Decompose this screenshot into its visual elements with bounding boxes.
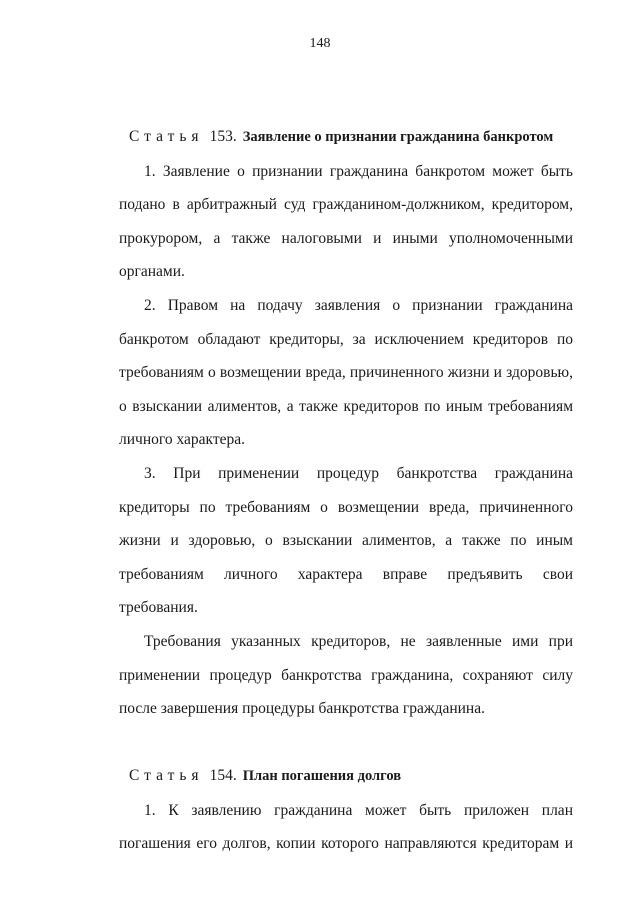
article-word: Статья (129, 767, 204, 785)
article-number: 153. (209, 128, 237, 145)
article-153-paragraph-3: 3. При применении процедур банкротства гражданина кредиторы по требованиям о возмещении вреда, причиненного жизни и здоровью, о взыскании алиментов, а также по иным требованиям личного характера вправе предъявить свои требования. (119, 464, 573, 617)
article-number: 154. (209, 767, 237, 785)
article-title: План погашения долгов (242, 768, 402, 785)
page-number: 148 (309, 36, 331, 51)
article-154-heading (119, 759, 573, 794)
article-153-paragraph-1: 1. Заявление о признании гражданина банкротом может быть подано в арбитражный суд гражданином-должником, кредитором, прокурором, а также налоговыми и иными уполномоченными органами. (119, 162, 573, 281)
article-153-paragraph-4: Требования указанных кредиторов, не заявленные ими при применении процедур банкротства гражданина, сохраняют силу после завершения процедуры банкротства гражданина. (119, 632, 573, 718)
article-153-paragraph-2: 2. Правом на подачу заявления о признании гражданина банкротом обладают кредиторы, за исключением кредиторов по требованиям о возмещении вреда, причиненного жизни и здоровью, о взыскании алиментов, а также кредиторов по иным требованиям личного характера. (119, 296, 573, 449)
document-body (119, 120, 573, 861)
article-153-heading (119, 120, 573, 155)
article-title: Заявление о признании гражданина банкротом (242, 129, 554, 145)
article-154-paragraph-1: 1. К заявлению гражданина может быть приложен план погашения его долгов, копии которого направляются кредиторам и (119, 801, 573, 853)
article-word: Статья (129, 128, 204, 145)
